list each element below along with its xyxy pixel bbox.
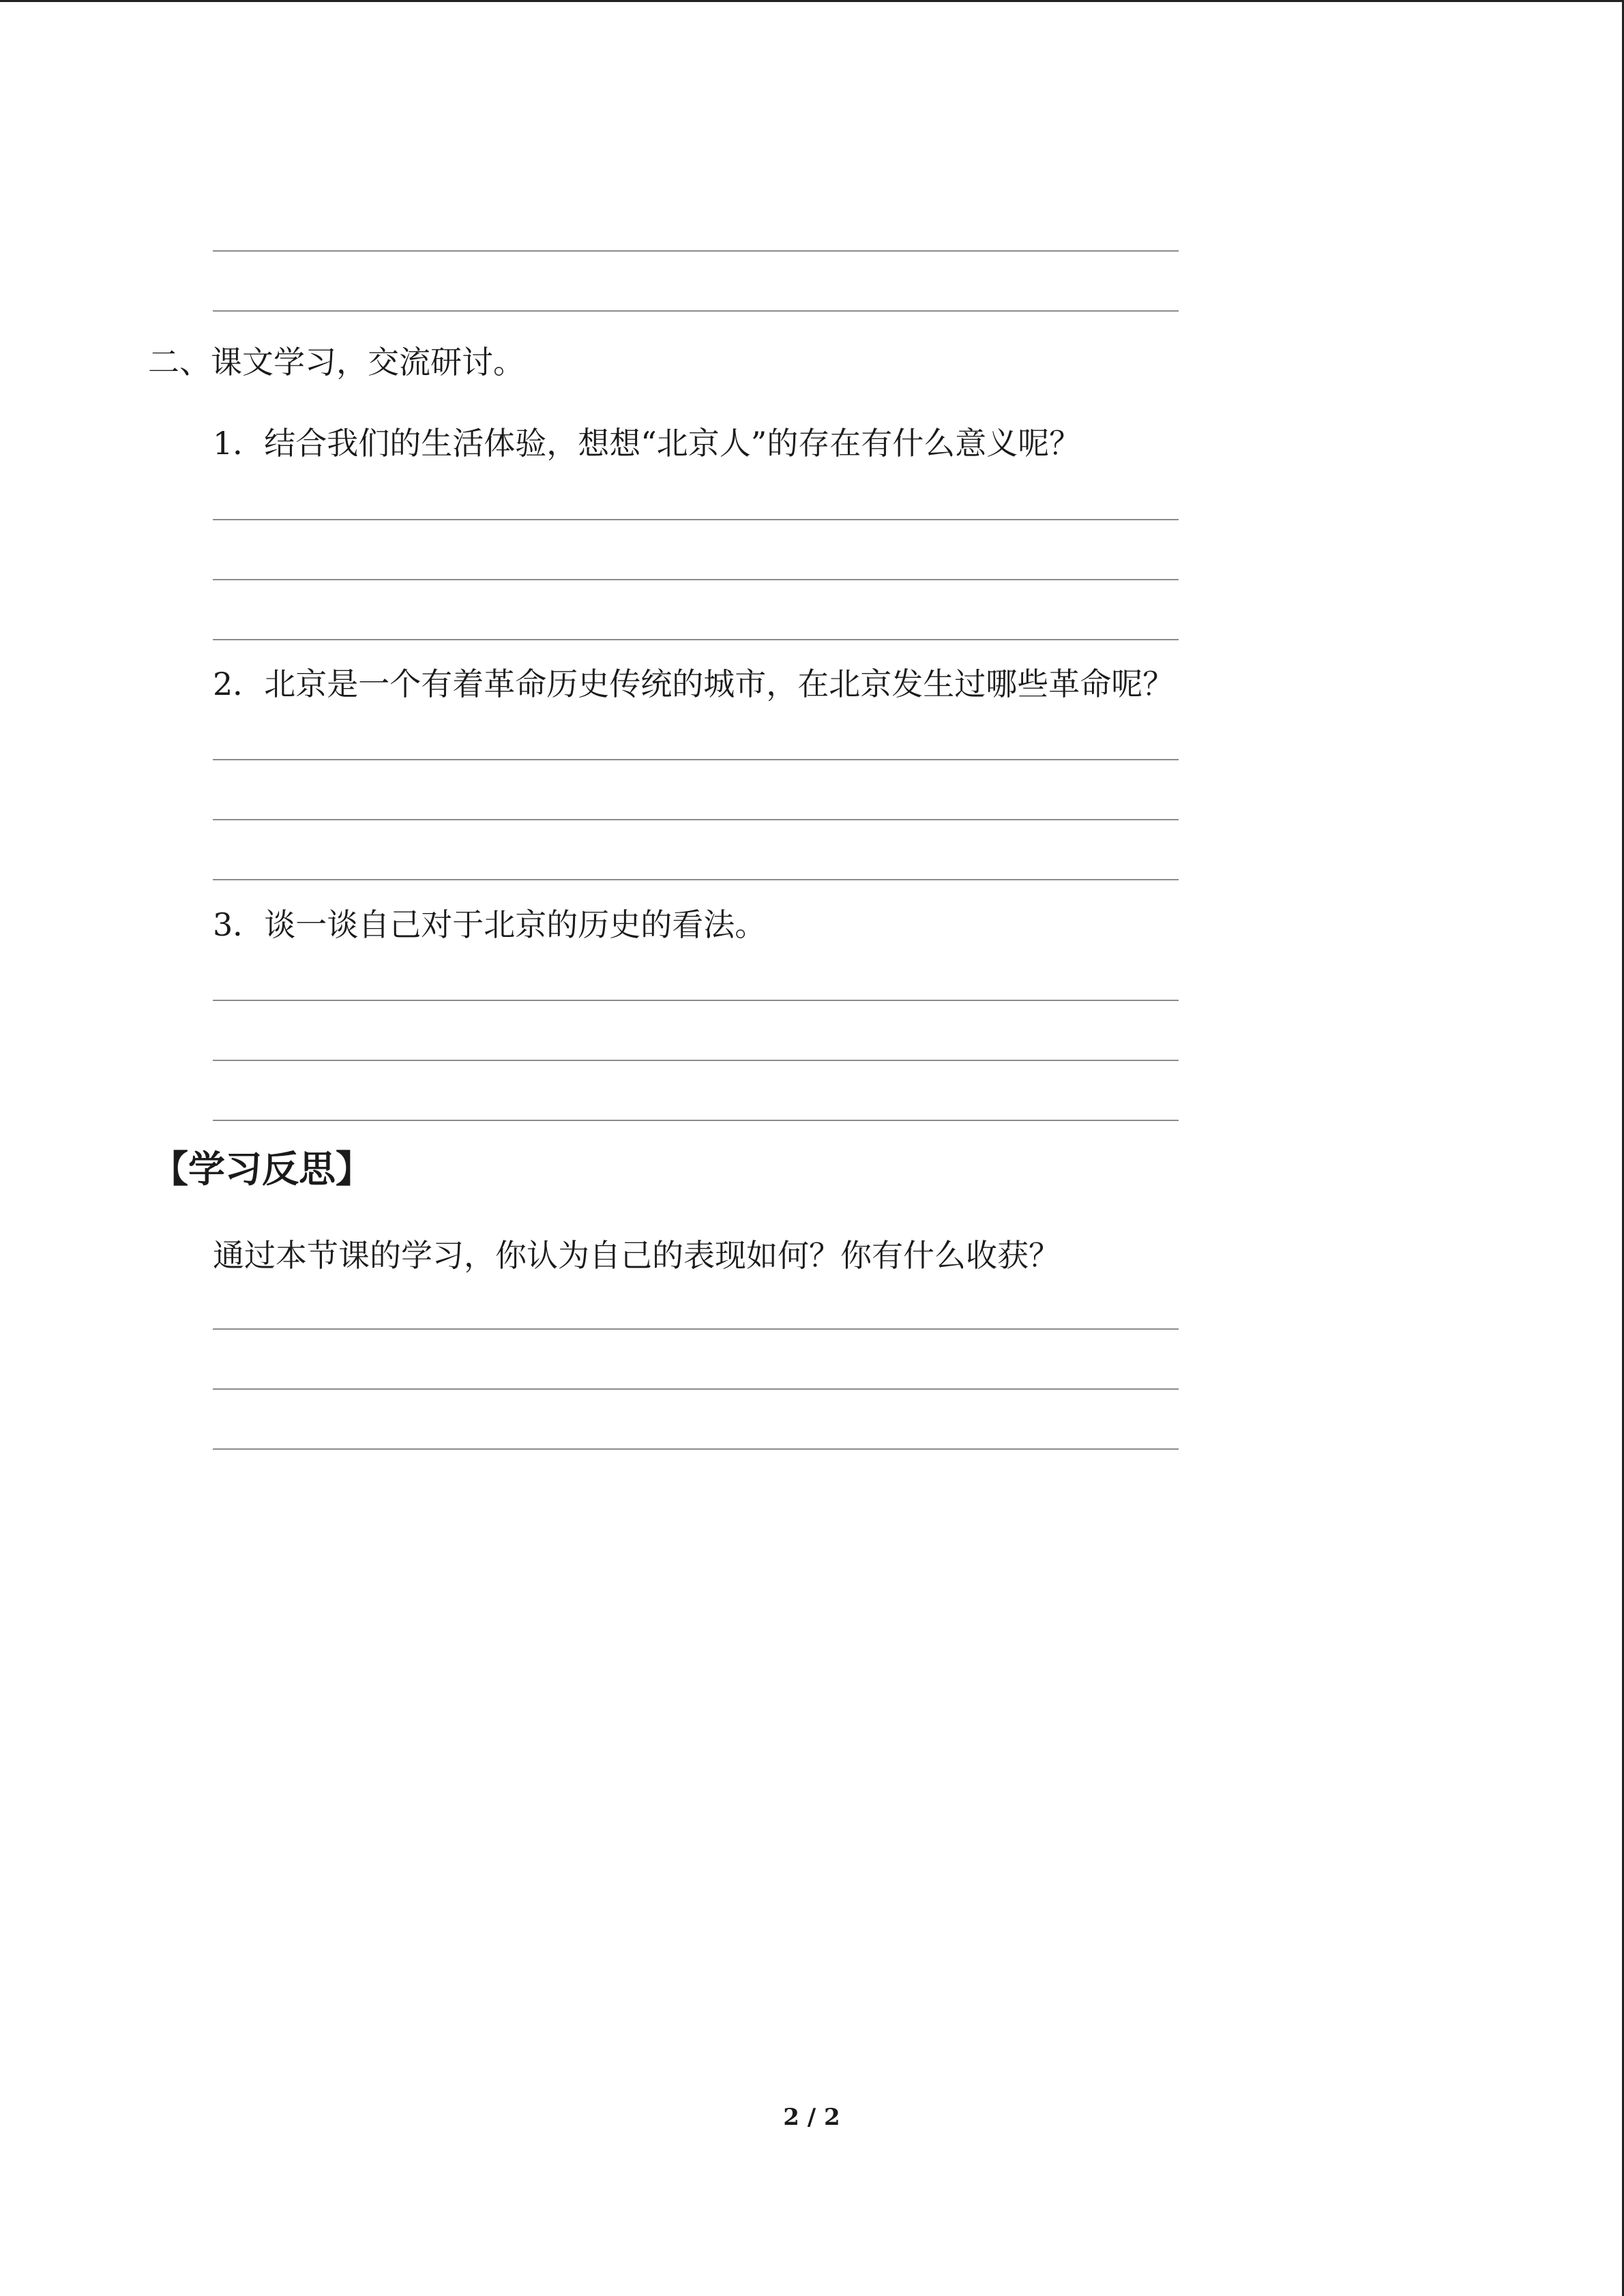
page-border-top: [0, 0, 1624, 2]
answer-line[interactable]: [213, 519, 1179, 520]
answer-line[interactable]: [213, 310, 1179, 312]
section-heading: 二、课文学习，交流研讨。: [148, 344, 525, 381]
answer-line[interactable]: [213, 1448, 1179, 1450]
answer-line[interactable]: [213, 1120, 1179, 1121]
answer-line[interactable]: [213, 250, 1179, 252]
page-number: 2 / 2: [783, 2104, 840, 2131]
answer-line[interactable]: [213, 1328, 1179, 1330]
question-3: 3．谈一谈自己对于北京的历史的看法。: [213, 906, 767, 943]
question-2: 2．北京是一个有着革命历史传统的城市，在北京发生过哪些革命呢？: [213, 666, 1175, 702]
question-1: 1．结合我们的生活体验，想想“北京人”的存在有什么意义呢？: [213, 425, 1081, 462]
answer-line[interactable]: [213, 1000, 1179, 1001]
answer-line[interactable]: [213, 759, 1179, 760]
reflection-prompt: 通过本节课的学习，你认为自己的表现如何？你有什么收获？: [213, 1237, 1060, 1274]
answer-line[interactable]: [213, 879, 1179, 880]
answer-line[interactable]: [213, 639, 1179, 640]
answer-line[interactable]: [213, 819, 1179, 820]
answer-line[interactable]: [213, 1388, 1179, 1390]
answer-line[interactable]: [213, 579, 1179, 580]
answer-line[interactable]: [213, 1060, 1179, 1061]
reflection-heading: 【学习反思】: [151, 1148, 372, 1191]
